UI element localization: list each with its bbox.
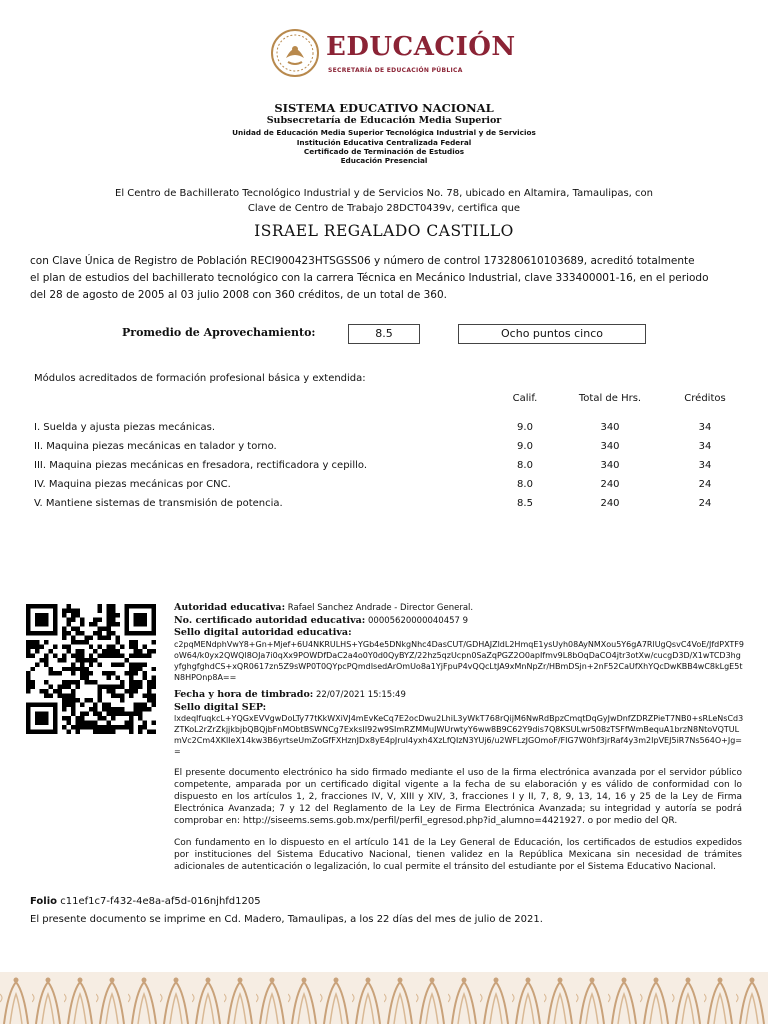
cert-label: No. certificado autoridad educativa: bbox=[174, 614, 366, 626]
decorative-border bbox=[0, 972, 768, 1024]
header-line-5: Certificado de Terminación de Estudios bbox=[303, 147, 465, 156]
national-seal-icon bbox=[270, 28, 320, 78]
table-row: V. Mantiene sistemas de transmisión de potencia. 8.5 240 24 bbox=[34, 498, 712, 509]
sep-seal-label: Sello digital SEP: bbox=[174, 701, 267, 713]
header-line-4: Institución Educativa Centralizada Federal bbox=[296, 138, 472, 147]
body-text bbox=[30, 253, 750, 304]
average-words: Ocho puntos cinco bbox=[458, 324, 646, 344]
sep-seal-value: lxdeqIfuqkcL+YQGxEVVgwDoLTy77tKkWXiVJ4mEvKeCq7E2ocDwu2LhiL3yWkT768rQijM6NwRdBpzCmqtDqGyJwDnfZDRZPieT7NB0+sRLeNsCd3ZTKoL2rZrZkjjkbjbQBQjbFnMObtBSWNCg7ExksII92w9SImRZMMuJWUrwtyY6ww8B9C62Y9dis7Q8KSULwr508zTSFfWmBequA1brzN8NtoVQTULmVc2Cm4XKlIeX14kw3B6yrtseUmZoGfFXHznJDx8yE4pJruI4yxh4XzLfQIzN3YUj6/u2WFLzJGOmoF/FIG7W0hf3jrRaf4y3m2IpVEJ5iR7Ns564O+Jg== bbox=[174, 714, 744, 756]
table-row: II. Maquina piezas mecánicas en talador y torno. 9.0 340 34 bbox=[34, 441, 712, 452]
folio-label: Folio bbox=[30, 896, 58, 907]
folio bbox=[30, 896, 261, 907]
modules-header-row bbox=[34, 389, 750, 408]
col-calif: Calif. bbox=[512, 393, 538, 404]
modules-table bbox=[34, 389, 750, 513]
header-line-1: SISTEMA EDUCATIVO NACIONAL bbox=[274, 101, 494, 115]
qr-code[interactable] bbox=[26, 604, 156, 734]
legal-paragraph-1: El presente documento electrónico ha sido firmado mediante el uso de la firma electrónica avanzada por el servidor público competente, amparada por un certificado digital vigente a la fecha de su elaboración y es válido de conformidad con lo dispuesto en los artículos 1, 2, fracciones IV, V, XIII y XIV, 3, fracciones I y II, 7, 8, 9, 13, 14, 16 y 25 de la Ley de Firma Electrónica Avanzada; 7 y 12 del Reglamento de la Ley de Firma Electrónica Avanzada; su integridad y autoría se podrá comprobar en: http://siseems.sems.gob.mx/perfil/perfil_egresod.php?id_alumno=4421927. o por medio del QR. bbox=[174, 768, 742, 826]
sep-logo bbox=[270, 26, 516, 84]
body-line-1: con Clave Única de Registro de Población RECI900423HTSGSS06 y número de control 173280610103689, acreditó totalmente bbox=[30, 255, 695, 267]
footer-text: El presente documento se imprime en Cd. Madero, Tamaulipas, a los 22 días del mes de julio de 2021. bbox=[30, 914, 543, 925]
signature-block bbox=[174, 602, 744, 683]
body-line-3: del 28 de agosto de 2005 al 03 julio 2008 con 360 créditos, de un total de 360. bbox=[30, 289, 448, 301]
authority-value: Rafael Sanchez Andrade - Director General. bbox=[287, 603, 474, 613]
table-row: I. Suelda y ajusta piezas mecánicas. 9.0 340 34 bbox=[34, 422, 712, 433]
header-line-6: Educación Presencial bbox=[340, 156, 428, 165]
table-row: III. Maquina piezas mecánicas en fresadora, rectificadora y cepillo. 8.0 340 34 bbox=[34, 460, 712, 471]
body-line-2: el plan de estudios del bachillerato tecnológico con la carrera Técnica en Mecánico Industrial, clave 333400001-16, en el periodo bbox=[30, 272, 709, 284]
col-hours: Total de Hrs. bbox=[578, 393, 642, 404]
average-value: 8.5 bbox=[348, 324, 420, 344]
header-line-2: Subsecretaría de Educación Media Superior bbox=[266, 115, 502, 126]
cert-value: 00005620000040457 9 bbox=[368, 615, 469, 626]
header-line-3: Unidad de Educación Media Superior Tecnológica Industrial y de Servicios bbox=[232, 128, 536, 137]
legal-paragraph-2: Con fundamento en lo dispuesto en el artículo 141 de la Ley General de Educación, los certificados de estudios expedidos por instituciones del Sistema Educativo Nacional, tienen validez en la República Mexicana sin necesidad de trámites adicionales de autenticación o legalización, lo cual permite el tránsito del estudiante por el Sistema Educativo Nacional. bbox=[174, 838, 742, 872]
intro-line-2: Clave de Centro de Trabajo 28DCT0439v, certifica que bbox=[247, 203, 521, 214]
stamp-time-value: 22/07/2021 15:15:49 bbox=[316, 690, 406, 700]
logo-subtitle: SECRETARÍA DE EDUCACIÓN PÚBLICA bbox=[328, 67, 463, 74]
col-credits: Créditos bbox=[684, 393, 726, 404]
seal-value: c2pqMENdphVwY8+Gn+Mjef+6U4NKRULHS+YGb4e5DNkgNhc4DasCUT/GDHAJZldL2HmqE1ysUyh08AyNMXou5Y6gA7RlUgQsvC4VoE/JfdPXTF9oW64/k0yx2QWQl8OJa7i0qXx9POWDfDaC2a4o0Y0d0QyBYZ/22hz5qzUcpn0SaZqPGZ2O0apIfmv9L8bOqDaCO4jtr3otXw/cucgD3D/X1wTCD3hgyfghgfghdCS+xQR0617zn5Z9sWP0T0QYpcPQmdIsedArOmUo8a1YjFpuP4vQQcLtJA9xMnNpZr/HBmDSjn+2nF52CaUfXhYQcDwKBB4wC8kLgE5tN8HPOnp8A== bbox=[174, 639, 744, 682]
student-name: ISRAEL REGALADO CASTILLO bbox=[254, 222, 514, 240]
intro-text bbox=[0, 186, 768, 216]
seal-label: Sello digital autoridad educativa: bbox=[174, 627, 352, 638]
stamp-time-label: Fecha y hora de timbrado: bbox=[174, 689, 314, 700]
table-row: IV. Maquina piezas mecánicas por CNC. 8.0 240 24 bbox=[34, 479, 712, 490]
authority-label: Autoridad educativa: bbox=[174, 602, 286, 613]
intro-line-1: El Centro de Bachillerato Tecnológico Industrial y de Servicios No. 78, ubicado en Altamira, Tamaulipas, con bbox=[115, 188, 653, 199]
stamp-block bbox=[174, 689, 744, 757]
average-label: Promedio de Aprovechamiento: bbox=[122, 326, 316, 339]
modules-title: Módulos acreditados de formación profesional básica y extendida: bbox=[34, 373, 366, 384]
logo-title: EDUCACIÓN bbox=[326, 32, 516, 62]
folio-value: c11ef1c7-f432-4e8a-af5d-016njhfd1205 bbox=[60, 896, 261, 907]
